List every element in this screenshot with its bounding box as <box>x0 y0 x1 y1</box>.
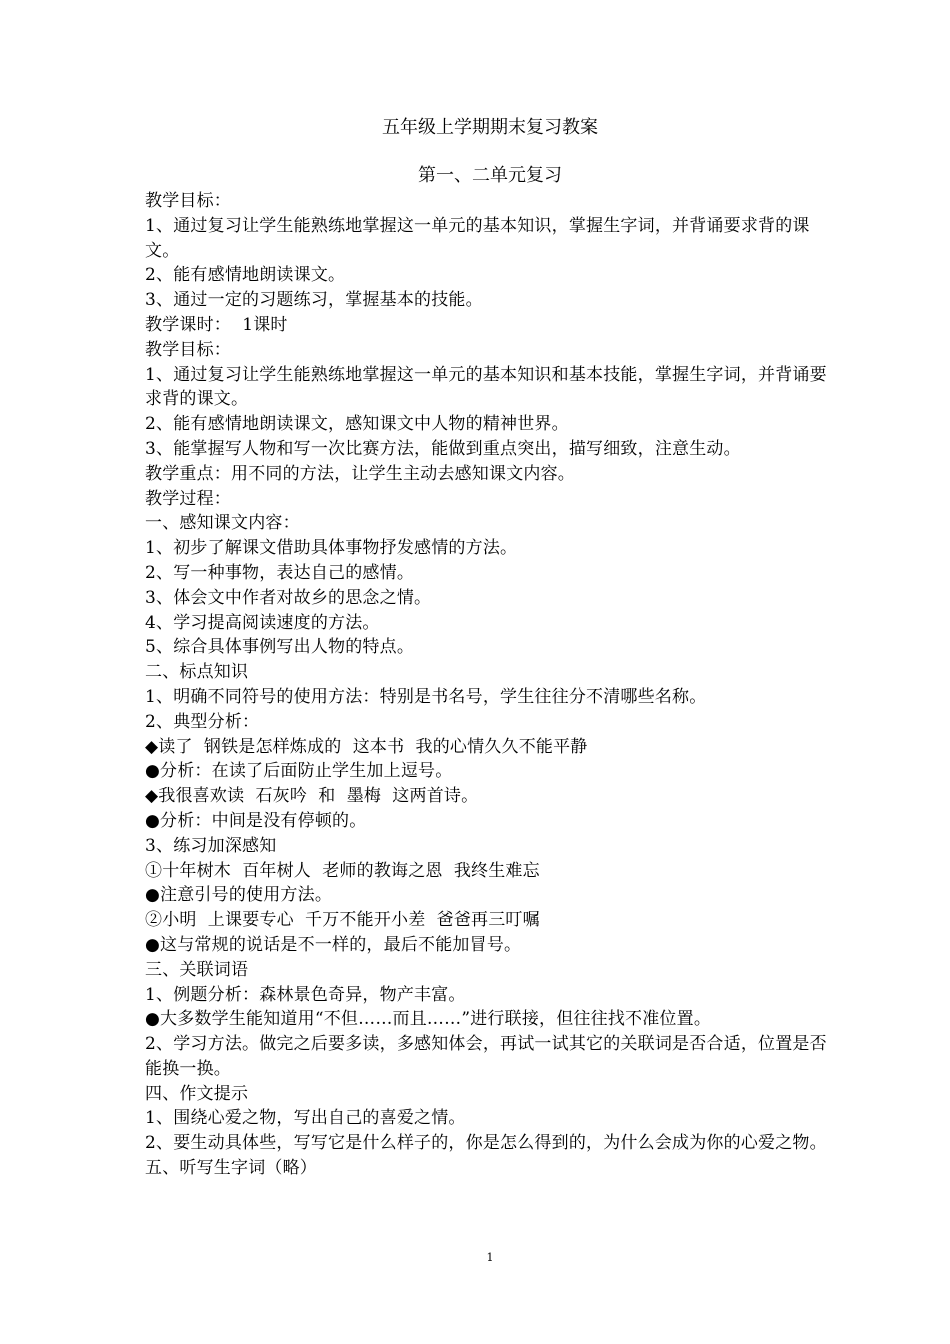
body-line: 教学重点：用不同的方法，让学生主动去感知课文内容。 <box>145 463 575 484</box>
body-line: 1、围绕心爱之物，写出自己的喜爱之情。 <box>145 1108 466 1129</box>
body-line: 2、典型分析： <box>145 711 260 732</box>
body-line: 1、明确不同符号的使用方法：特别是书名号，学生往往分不清哪些名称。 <box>145 686 707 707</box>
body-line: ●注意引号的使用方法。 <box>145 885 333 906</box>
body-line: ●分析：中间是没有停顿的。 <box>145 810 367 831</box>
body-line: 教学过程： <box>145 488 231 509</box>
body-line: ●这与常规的说话是不一样的，最后不能加冒号。 <box>145 934 522 955</box>
body-line: 2、能有感情地朗读课文。 <box>145 265 346 286</box>
body-line: 一、感知课文内容： <box>145 513 300 534</box>
body-line: ●大多数学生能知道用“不但……而且……”进行联接，但往往找不准位置。 <box>145 1009 712 1030</box>
body-line: 3、通过一定的习题练习，掌握基本的技能。 <box>145 290 483 311</box>
body-line: 2、要生动具体些，写写它是什么样子的，你是怎么得到的，为什么会成为你的心爱之物。 <box>145 1133 827 1154</box>
body-line: 4、学习提高阅读速度的方法。 <box>145 612 380 633</box>
document-body <box>145 189 837 1181</box>
page-number: 1 <box>486 1251 494 1264</box>
body-line: 1、初步了解课文借助具体事物抒发感情的方法。 <box>145 538 518 559</box>
body-line: ◆我很喜欢读 石灰吟 和 墨梅 这两首诗。 <box>145 786 479 807</box>
body-line: 3、能掌握写人物和写一次比赛方法，能做到重点突出，描写细致，注意生动。 <box>145 438 741 459</box>
body-line: ◆读了 钢铁是怎样炼成的 这本书 我的心情久久不能平静 <box>145 736 588 757</box>
body-line: 3、体会文中作者对故乡的思念之情。 <box>145 587 432 608</box>
body-line: 3、练习加深感知 <box>145 835 277 856</box>
body-line: 1、例题分析：森林景色奇异，物产丰富。 <box>145 984 466 1005</box>
body-line: 四、作文提示 <box>145 1083 249 1104</box>
body-line: 教学目标： <box>145 339 231 360</box>
document-title: 五年级上学期期末复习教案 <box>382 117 598 138</box>
body-line: 教学课时： 1课时 <box>145 314 288 335</box>
body-line: 2、学习方法。做完之后要多读，多感知体会，再试一试其它的关联词是否合适，位置是否能换一换。 <box>145 1034 827 1079</box>
body-line: 2、写一种事物，表达自己的感情。 <box>145 562 415 583</box>
body-line: ②小明 上课要专心 千万不能开小差 爸爸再三叮嘱 <box>145 910 540 931</box>
section-title: 第一、二单元复习 <box>418 165 562 186</box>
body-line: ①十年树木 百年树人 老师的教诲之恩 我终生难忘 <box>145 860 540 881</box>
body-line: 2、能有感情地朗读课文，感知课文中人物的精神世界。 <box>145 414 569 435</box>
body-line: 五、听写生字词（略） <box>145 1158 317 1179</box>
body-line: 三、关联词语 <box>145 959 249 980</box>
body-line: 1、通过复习让学生能熟练地掌握这一单元的基本知识，掌握生字词，并背诵要求背的课文。 <box>145 215 810 261</box>
body-line: 1、通过复习让学生能熟练地掌握这一单元的基本知识和基本技能，掌握生字词，并背诵要求背的课文。 <box>145 364 827 410</box>
body-line: 5、综合具体事例写出人物的特点。 <box>145 637 415 658</box>
body-line: 教学目标： <box>145 191 231 211</box>
body-line: ●分析：在读了后面防止学生加上逗号。 <box>145 761 453 782</box>
body-line: 二、标点知识 <box>145 662 249 683</box>
